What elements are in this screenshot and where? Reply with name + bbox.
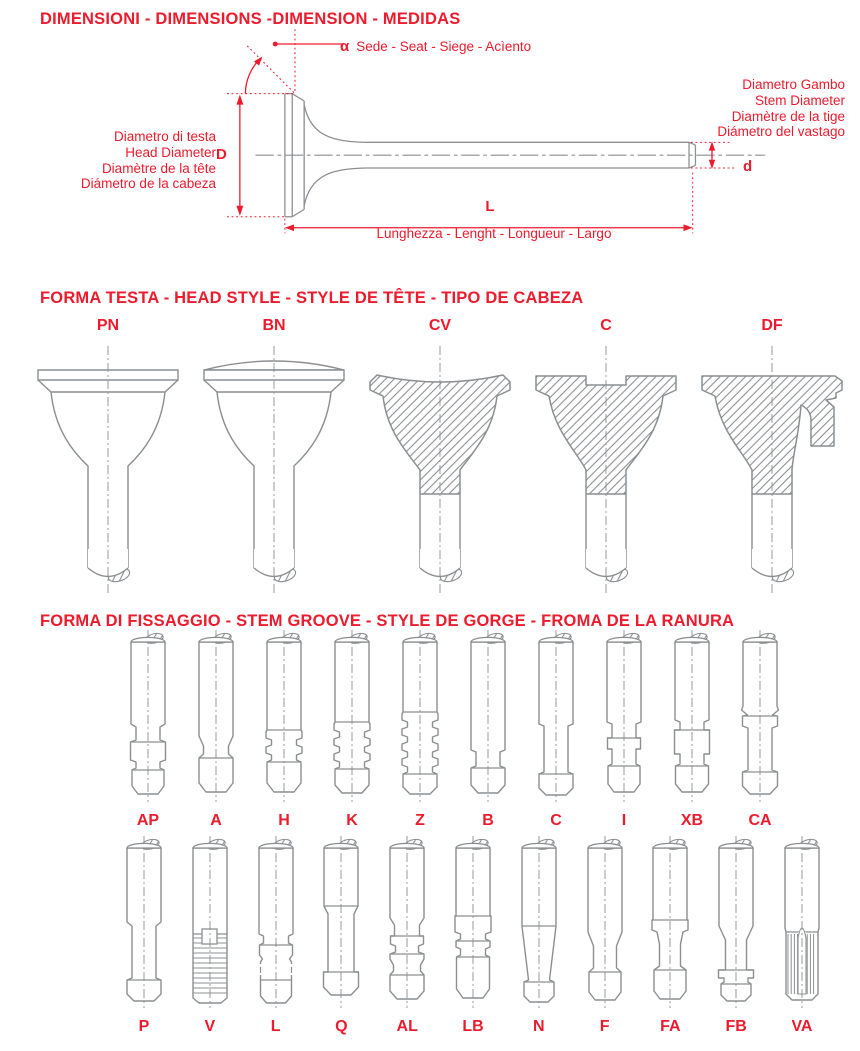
head-diameter-line-it: Diametro di testa [113,129,216,144]
stem-drawing-p [114,834,174,1012]
seat-label: Sede - Seat - Siege - Acìento [356,39,532,54]
stem-diameter-line-es: Diámetro del vastago [717,124,845,140]
stem-drawing-a [186,628,246,806]
stem-groove-section-title: FORMA DI FISSAGGIO - STEM GROOVE - STYLE DE GORGE - FROMA DE LA RANURA [40,612,735,630]
stem-groove-label: N [533,1018,545,1035]
stem-groove-figure-k [322,628,382,830]
head-style-drawing-cv [357,344,523,602]
stem-groove-label: FB [725,1018,747,1035]
stem-groove-figure-q [311,834,371,1036]
stem-groove-figure-fb [706,834,766,1036]
head-diameter-line-en: Head Diameter [125,144,216,160]
head-style-label: DF [761,317,783,334]
head-diameter-line-es: Diámetro de la cabeza [80,176,216,192]
stem-groove-figure-i [594,628,654,830]
stem-drawing-xb [662,628,722,806]
head-style-drawing-df [689,344,855,602]
stem-groove-figure-h [254,628,314,830]
stem-groove-label: F [599,1018,610,1035]
stem-groove-figure-p [114,834,174,1036]
stem-groove-figure-b [458,628,518,830]
stem-groove-figure-z [390,628,450,830]
stem-groove-label: LB [462,1018,484,1035]
stem-drawing-ca [730,628,790,806]
stem-drawing-i [594,628,654,806]
stem-groove-label: CA [748,812,772,829]
stem-groove-label: L [270,1018,281,1035]
stem-groove-figure-lb [443,834,503,1036]
seat-angle-callout [340,38,531,55]
stem-diameter-label [659,77,845,140]
stem-groove-label: H [278,812,290,829]
stem-drawing-f [575,834,635,1012]
stem-groove-figure-c [526,628,586,830]
stem-groove-label: FA [660,1018,681,1035]
stem-drawing-z [390,628,450,806]
stem-drawing-k [322,628,382,806]
stem-groove-label: VA [791,1018,813,1035]
stem-groove-label: AP [136,812,160,829]
stem-drawing-l [246,834,306,1012]
stem-drawing-fb [706,834,766,1012]
head-diameter-symbol: D [216,146,227,163]
dimensions-section-title: DIMENSIONI - DIMENSIONS -DIMENSION - MEDIDAS [40,10,461,28]
stem-groove-figure-a [186,628,246,830]
stem-drawing-fa [640,834,700,1012]
stem-diameter-line-it: Diametro Gambo [742,77,845,92]
stem-diameter-line-en: Stem Diameter [754,92,845,108]
stem-groove-label: A [210,812,222,829]
stem-groove-label: B [482,812,494,829]
head-style-figure-pn [25,317,191,602]
stem-groove-figure-ap [118,628,178,830]
head-style-figure-bn [191,317,357,602]
stem-groove-figure-v [180,834,240,1036]
stem-groove-label: P [138,1018,150,1035]
stem-drawing-c [526,628,586,806]
stem-groove-row-1 [118,628,790,830]
stem-diameter-line-fr: Diamètre de la tige [731,108,845,124]
stem-drawing-lb [443,834,503,1012]
head-style-drawing-c [523,344,689,602]
head-style-drawing-pn [25,344,191,602]
stem-groove-label: I [621,812,627,829]
stem-drawing-al [377,834,437,1012]
head-style-label: C [600,317,612,334]
stem-groove-figure-xb [662,628,722,830]
length-label: Lunghezza - Lenght - Longueur - Largo [376,226,612,241]
head-style-drawing-bn [191,344,357,602]
stem-groove-figure-al [377,834,437,1036]
stem-drawing-h [254,628,314,806]
stem-groove-label: Q [335,1018,348,1035]
stem-groove-figure-ca [730,628,790,830]
stem-drawing-v [180,834,240,1012]
stem-groove-figure-va [772,834,832,1036]
stem-drawing-b [458,628,518,806]
stem-groove-label: K [346,812,358,829]
head-style-figure-cv [357,317,523,602]
length-symbol: L [485,198,495,215]
head-style-row [25,317,855,602]
stem-drawing-n [509,834,569,1012]
stem-groove-figure-fa [640,834,700,1036]
head-style-label: BN [262,317,286,334]
stem-groove-figure-n [509,834,569,1036]
stem-groove-label: AL [396,1018,418,1035]
alpha-symbol: α [340,38,350,55]
stem-groove-figure-l [246,834,306,1036]
stem-groove-label: C [550,812,562,829]
stem-drawing-va [772,834,832,1012]
head-style-section-title: FORMA TESTA - HEAD STYLE - STYLE DE TÊTE - TIPO DE CABEZA [40,289,584,307]
stem-groove-row-2 [114,834,832,1036]
stem-drawing-q [311,834,371,1012]
stem-drawing-ap [118,628,178,806]
head-style-figure-c [523,317,689,602]
head-style-label: PN [96,317,120,334]
head-diameter-label [40,129,216,192]
stem-groove-label: Z [415,812,425,829]
stem-groove-label: V [204,1018,216,1035]
head-style-figure-df [689,317,855,602]
head-diameter-line-fr: Diamètre de la tête [101,160,216,176]
head-style-label: CV [428,317,452,334]
stem-groove-label: XB [680,812,704,829]
stem-diameter-symbol: d [743,158,753,175]
stem-groove-figure-f [575,834,635,1036]
